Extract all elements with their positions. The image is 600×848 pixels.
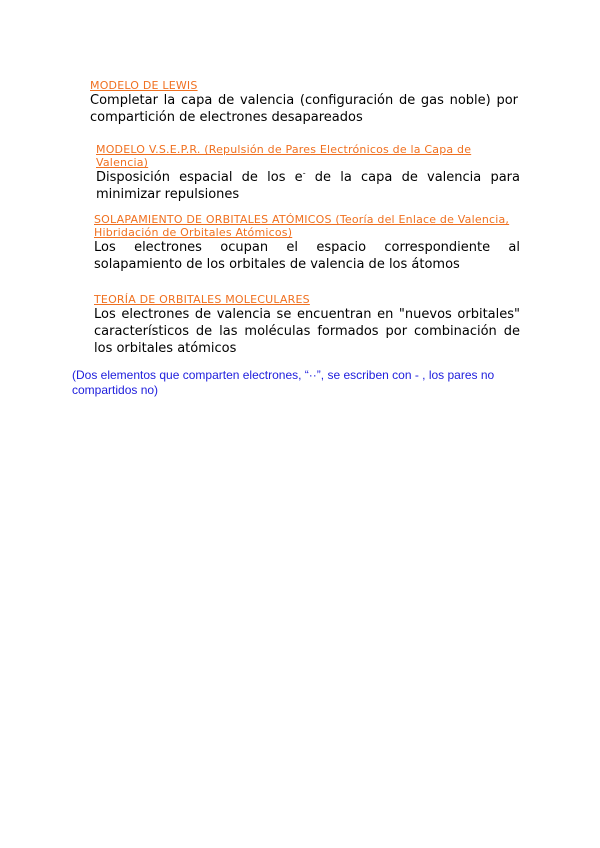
electron-charge-superscript: - [302, 168, 306, 178]
section-orbitales-moleculares [94, 293, 520, 357]
section-heading: TEORÍA DE ORBITALES MOLECULARES [94, 293, 310, 306]
section-description: Los electrones de valencia se encuentran en "nuevos orbitales" característicos de las moléculas formados por combinación de los orbitales atómicos [94, 307, 520, 356]
description-part: Disposición espacial de los e [96, 170, 303, 185]
section-description: Completar la capa de valencia (configuración de gas noble) por compartición de electrones desapareados [90, 93, 518, 125]
section-description [96, 169, 520, 203]
section-description: Los electrones ocupan el espacio correspondiente al solapamiento de los orbitales de valencia de los átomos [94, 240, 520, 272]
description-part: de la capa de valencia para minimizar repulsiones [96, 170, 520, 202]
section-lewis [90, 79, 518, 126]
section-vsepr [96, 143, 520, 203]
section-solapamiento [94, 213, 520, 273]
section-heading: SOLAPAMIENTO DE ORBITALES ATÓMICOS (Teoría del Enlace de Valencia, Hibridación de Orbitales Atómicos) [94, 213, 510, 239]
section-heading: MODELO DE LEWIS [90, 79, 198, 92]
section-heading: MODELO V.S.E.P.R. (Repulsión de Pares Electrónicos de la Capa de Valencia) [96, 143, 472, 169]
footnote: (Dos elementos que comparten electrones, “··”, se escriben con - , los pares no compartidos no) [72, 368, 495, 397]
